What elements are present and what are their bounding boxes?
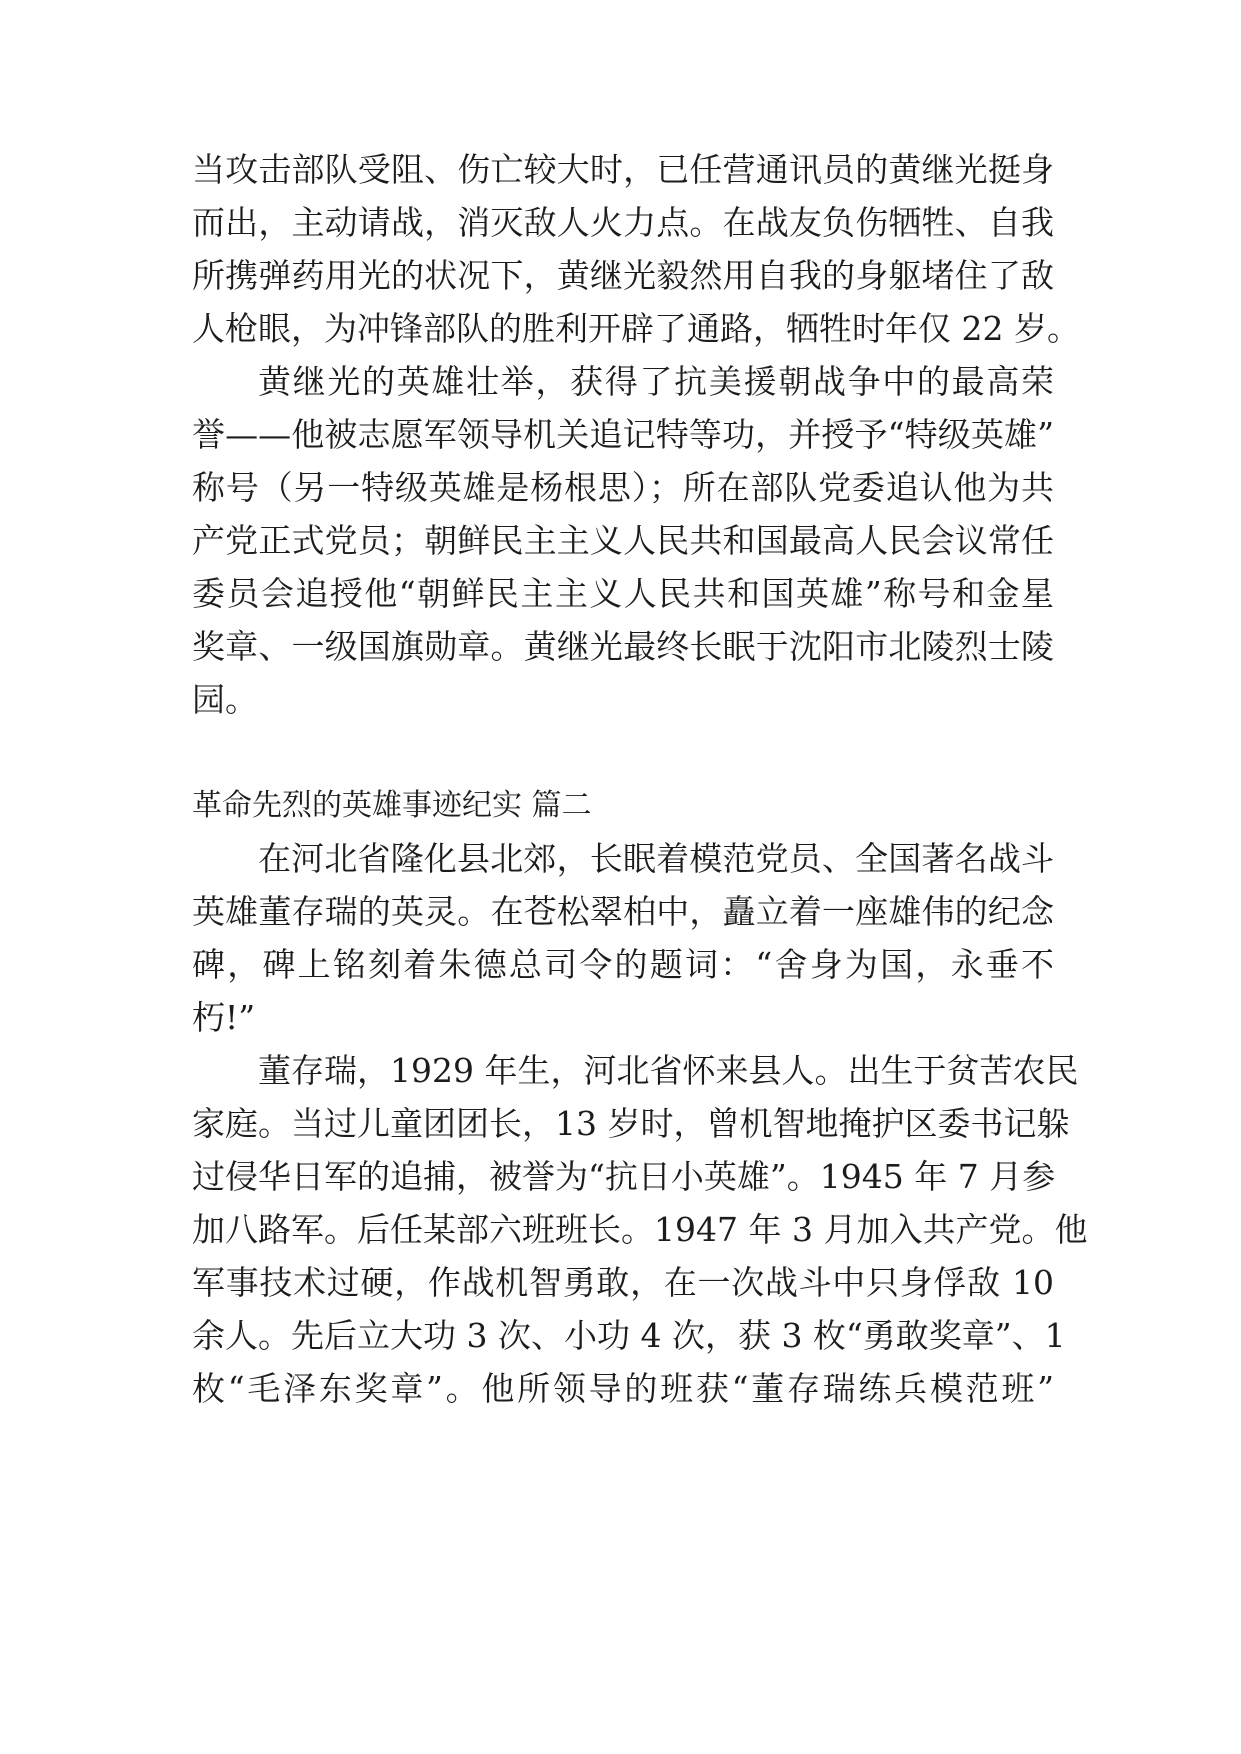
text-line: 碑，碑上铭刻着朱德总司令的题词：“舍身为国，永垂不 (192, 945, 1054, 984)
text-line: 过侵华日军的追捕，被誉为“抗日小英雄”。1945 年 7 月参 (192, 1157, 1056, 1196)
text-line: 英雄董存瑞的英灵。在苍松翠柏中，矗立着一座雄伟的纪念 (192, 892, 1054, 931)
text-line: 奖章、一级国旗勋章。黄继光最终长眠于沈阳市北陵烈士陵 (192, 627, 1054, 666)
section-heading: 革命先烈的英雄事迹纪实 篇二 (192, 788, 592, 823)
text-line: 加八路军。后任某部六班班长。1947 年 3 月加入共产党。他 (192, 1210, 1088, 1249)
text-line: 人枪眼，为冲锋部队的胜利开辟了通路，牺牲时年仅 22 岁。 (192, 309, 1080, 348)
text-line: 而出，主动请战，消灭敌人火力点。在战友负伤牺牲、自我 (192, 203, 1054, 242)
text-line: 黄继光的英雄壮举，获得了抗美援朝战争中的最高荣 (258, 362, 1054, 401)
text-line: 朽!” (192, 998, 256, 1037)
text-line: 誉——他被志愿军领导机关追记特等功，并授予“特级英雄” (192, 415, 1054, 454)
text-line: 家庭。当过儿童团团长，13 岁时，曾机智地掩护区委书记躲 (192, 1104, 1070, 1143)
text-line: 军事技术过硬，作战机智勇敢，在一次战斗中只身俘敌 10 (192, 1263, 1054, 1302)
text-line: 在河北省隆化县北郊，长眠着模范党员、全国著名战斗 (258, 839, 1054, 878)
text-line: 余人。先后立大功 3 次、小功 4 次，获 3 枚“勇敢奖章”、1 (192, 1316, 1066, 1355)
text-line: 董存瑞，1929 年生，河北省怀来县人。出生于贫苦农民 (258, 1051, 1079, 1090)
text-line: 委员会追授他“朝鲜民主主义人民共和国英雄”称号和金星 (192, 574, 1054, 613)
text-line: 称号（另一特级英雄是杨根思）；所在部队党委追认他为共 (192, 468, 1054, 507)
text-line: 所携弹药用光的状况下，黄继光毅然用自我的身躯堵住了敌 (192, 256, 1054, 295)
text-line: 产党正式党员；朝鲜民主主义人民共和国最高人民会议常任 (192, 521, 1054, 560)
text-line: 园。 (192, 680, 258, 719)
text-line: 当攻击部队受阻、伤亡较大时，已任营通讯员的黄继光挺身 (192, 150, 1054, 189)
text-line: 枚“毛泽东奖章”。他所领导的班获“董存瑞练兵模范班” (192, 1369, 1054, 1408)
